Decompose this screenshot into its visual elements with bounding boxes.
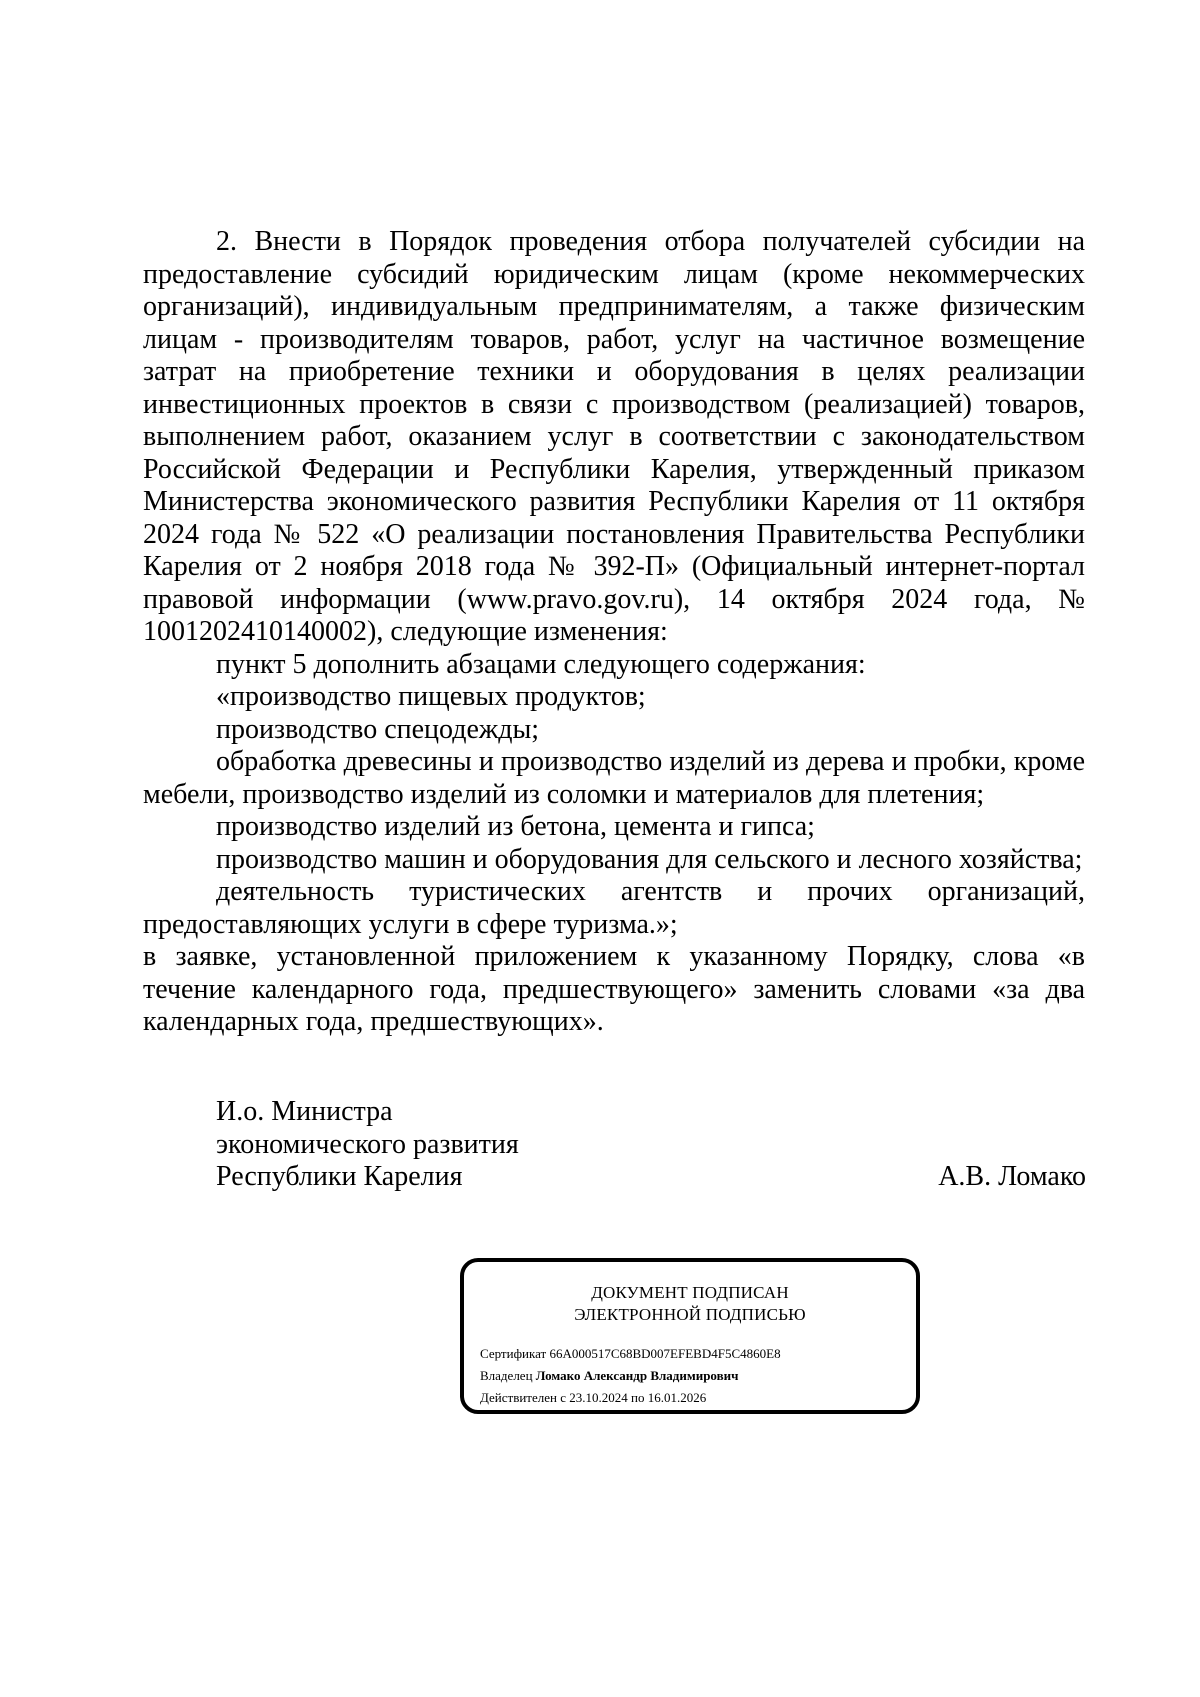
signatory-position-line1: И.о. Министра xyxy=(216,1096,393,1127)
stamp-title-line2: ЭЛЕКТРОННОЙ ПОДПИСЬЮ xyxy=(574,1305,806,1324)
paragraph-wood-processing: обработка древесины и производство изделий из дерева и пробки, кроме мебели, производство изделий из соломки и материалов для плетения; xyxy=(143,746,1085,810)
paragraph-amendment-intro: 2. Внести в Порядок проведения отбора получателей субсидии на предоставление субсидий юридическим лицам (кроме некоммерческих организаций), индивидуальным предпринимателям, а также физическим лицам - производителям товаров, работ, услуг на частичное возмещение затрат на приобретение техники и оборудования в целях реализации инвестиционных проектов в связи с производством (реализацией) товаров, выполнением работ, оказанием услуг в соответствии с законодательством Российской Федерации и Республики Карелия, утвержденный приказом Министерства экономического развития Республики Карелия от 11 октября 2024 года № 522 «О реализации постановления Правительства Республики Карелия от 2 ноября 2018 года № 392-П» (Официальный интернет-портал правовой информации (www.pravo.gov.ru), 14 октября 2024 года, № 1001202410140002), следующие изменения: xyxy=(143,226,1085,647)
paragraph-food-production: «производство пищевых продуктов; xyxy=(216,681,646,712)
paragraph-tourism-agencies: деятельность туристических агентств и прочих организаций, предоставляющих услуги в сфере туризма.»; xyxy=(143,876,1085,940)
stamp-certificate-row xyxy=(480,1343,781,1365)
paragraph-concrete-products: производство изделий из бетона, цемента и гипса; xyxy=(216,811,815,842)
stamp-certificate-value: 66A000517C68BD007EFEBD4F5C4860E8 xyxy=(549,1346,781,1361)
paragraph-item-5: пункт 5 дополнить абзацами следующего содержания: xyxy=(216,648,866,680)
signatory-position-line2: экономического развития xyxy=(216,1128,519,1160)
signatory-name: А.В. Ломако xyxy=(938,1161,1086,1192)
stamp-validity-row xyxy=(480,1387,781,1409)
stamp-owner-value: Ломако Александр Владимирович xyxy=(535,1368,739,1383)
stamp-certificate-label: Сертификат xyxy=(480,1346,547,1361)
paragraph-workwear-production: производство спецодежды; xyxy=(216,713,540,745)
stamp-valid-label: Действителен с xyxy=(480,1390,566,1405)
document-body xyxy=(143,226,1085,1039)
signature-block xyxy=(216,1096,1086,1194)
stamp-valid-to: 16.01.2026 xyxy=(647,1390,707,1405)
stamp-title xyxy=(464,1282,916,1326)
stamp-owner-label: Владелец xyxy=(480,1368,533,1383)
signatory-position-line3: Республики Карелия xyxy=(216,1161,463,1192)
stamp-details xyxy=(480,1343,781,1409)
signatory-final-row xyxy=(216,1161,1086,1194)
stamp-valid-from: 23.10.2024 xyxy=(569,1390,628,1405)
stamp-owner-row xyxy=(480,1365,781,1387)
electronic-signature-stamp xyxy=(460,1258,920,1414)
stamp-valid-to-label: по xyxy=(631,1390,645,1405)
paragraph-agricultural-machinery: производство машин и оборудования для сельского и лесного хозяйства; xyxy=(216,843,1083,875)
paragraph-application-wording: в заявке, установленной приложением к указанному Порядку, слова «в течение календарного года, предшествующего» заменить словами «за два календарных года, предшествующих». xyxy=(143,941,1085,1037)
stamp-title-line1: ДОКУМЕНТ ПОДПИСАН xyxy=(591,1283,789,1302)
